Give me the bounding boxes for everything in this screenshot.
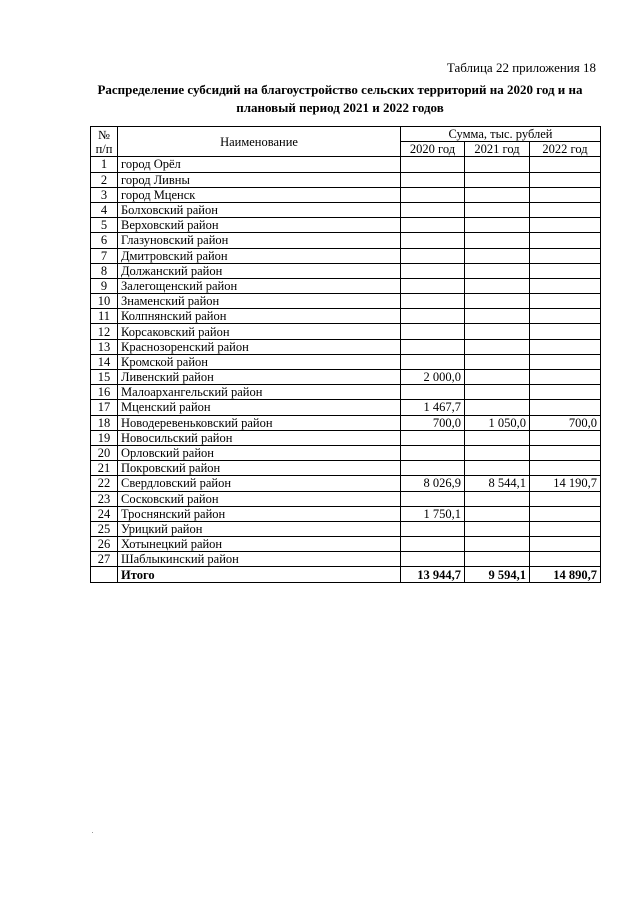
row-value-2021 (465, 278, 530, 293)
row-value-2020 (401, 187, 465, 202)
header-num-line-1: № (98, 127, 110, 142)
row-num: 3 (91, 187, 118, 202)
row-value-2020 (401, 263, 465, 278)
row-value-2020 (401, 552, 465, 567)
row-value-2022: 700,0 (530, 415, 601, 430)
row-name: Дмитровский район (118, 248, 401, 263)
table-row (91, 157, 601, 172)
table-body (91, 157, 601, 582)
row-value-2022 (530, 537, 601, 552)
row-value-2021 (465, 157, 530, 172)
row-value-2022 (530, 339, 601, 354)
row-num: 14 (91, 354, 118, 369)
table-row (91, 400, 601, 415)
row-value-2020 (401, 233, 465, 248)
row-num: 15 (91, 370, 118, 385)
scan-mark (92, 832, 93, 833)
row-value-2021 (465, 248, 530, 263)
table-row (91, 537, 601, 552)
row-value-2020 (401, 157, 465, 172)
row-value-2022 (530, 233, 601, 248)
row-name: Глазуновский район (118, 233, 401, 248)
table-row (91, 248, 601, 263)
header-year-2020: 2020 год (401, 142, 465, 157)
row-value-2021 (465, 339, 530, 354)
header-row (91, 127, 601, 142)
row-value-2020: 700,0 (401, 415, 465, 430)
row-value-2021 (465, 263, 530, 278)
row-name: город Мценск (118, 187, 401, 202)
row-value-2021 (465, 218, 530, 233)
total-num-cell (91, 567, 118, 582)
row-name: Краснозоренский район (118, 339, 401, 354)
row-value-2022 (530, 157, 601, 172)
row-value-2020 (401, 385, 465, 400)
header-num-line-2: п/п (95, 141, 113, 156)
table-row (91, 476, 601, 491)
row-name: город Орёл (118, 157, 401, 172)
total-2020: 13 944,7 (401, 567, 465, 582)
header-year-2021: 2021 год (465, 142, 530, 157)
row-value-2022 (530, 324, 601, 339)
row-value-2020 (401, 461, 465, 476)
row-value-2022 (530, 461, 601, 476)
row-name: Знаменский район (118, 294, 401, 309)
row-name: Шаблыкинский район (118, 552, 401, 567)
row-num: 10 (91, 294, 118, 309)
row-name: Залегощенский район (118, 278, 401, 293)
row-value-2022 (530, 187, 601, 202)
row-value-2021 (465, 324, 530, 339)
table-row (91, 339, 601, 354)
row-num: 17 (91, 400, 118, 415)
row-value-2020 (401, 172, 465, 187)
total-2022: 14 890,7 (530, 567, 601, 582)
row-value-2022 (530, 491, 601, 506)
table-row (91, 461, 601, 476)
row-value-2020 (401, 294, 465, 309)
row-name: Свердловский район (118, 476, 401, 491)
row-name: Орловский район (118, 445, 401, 460)
row-num: 27 (91, 552, 118, 567)
row-value-2020: 1 750,1 (401, 506, 465, 521)
row-value-2022 (530, 370, 601, 385)
row-num: 6 (91, 233, 118, 248)
row-value-2021 (465, 521, 530, 536)
row-value-2022 (530, 430, 601, 445)
row-value-2020 (401, 309, 465, 324)
row-value-2021 (465, 202, 530, 217)
table-row (91, 263, 601, 278)
total-label: Итого (118, 567, 401, 582)
table-row (91, 324, 601, 339)
row-num: 25 (91, 521, 118, 536)
header-num (91, 127, 118, 157)
row-value-2020: 1 467,7 (401, 400, 465, 415)
row-value-2022 (530, 445, 601, 460)
row-value-2022 (530, 263, 601, 278)
row-num: 2 (91, 172, 118, 187)
table-row (91, 187, 601, 202)
row-value-2020 (401, 521, 465, 536)
row-name: Мценский район (118, 400, 401, 415)
row-name: Хотынецкий район (118, 537, 401, 552)
row-name: Колпнянский район (118, 309, 401, 324)
row-name: Верховский район (118, 218, 401, 233)
row-name: Троснянский район (118, 506, 401, 521)
row-value-2022 (530, 278, 601, 293)
row-value-2021 (465, 294, 530, 309)
row-name: Сосковский район (118, 491, 401, 506)
row-name: Урицкий район (118, 521, 401, 536)
row-value-2022 (530, 172, 601, 187)
table-row (91, 218, 601, 233)
row-num: 19 (91, 430, 118, 445)
table-row (91, 294, 601, 309)
row-value-2022 (530, 309, 601, 324)
row-num: 11 (91, 309, 118, 324)
row-value-2022: 14 190,7 (530, 476, 601, 491)
row-value-2021 (465, 537, 530, 552)
row-value-2022 (530, 294, 601, 309)
row-value-2021: 1 050,0 (465, 415, 530, 430)
row-value-2020 (401, 218, 465, 233)
row-value-2020 (401, 537, 465, 552)
row-value-2022 (530, 521, 601, 536)
row-value-2022 (530, 400, 601, 415)
row-value-2022 (530, 202, 601, 217)
row-value-2020 (401, 339, 465, 354)
header-name: Наименование (118, 127, 401, 157)
title-line-2: плановый период 2021 и 2022 годов (236, 100, 444, 115)
row-name: Ливенский район (118, 370, 401, 385)
row-value-2020: 8 026,9 (401, 476, 465, 491)
row-name: Покровский район (118, 461, 401, 476)
table-row (91, 491, 601, 506)
row-value-2022 (530, 506, 601, 521)
table-row (91, 354, 601, 369)
row-num: 18 (91, 415, 118, 430)
row-num: 7 (91, 248, 118, 263)
row-value-2021 (465, 354, 530, 369)
row-value-2021: 8 544,1 (465, 476, 530, 491)
row-value-2020 (401, 324, 465, 339)
row-name: Корсаковский район (118, 324, 401, 339)
row-value-2021 (465, 506, 530, 521)
row-value-2021 (465, 309, 530, 324)
row-num: 9 (91, 278, 118, 293)
row-name: Новосильский район (118, 430, 401, 445)
table-row (91, 172, 601, 187)
table-row (91, 202, 601, 217)
row-num: 22 (91, 476, 118, 491)
row-name: город Ливны (118, 172, 401, 187)
total-row (91, 567, 601, 582)
row-name: Новодеревеньковский район (118, 415, 401, 430)
row-value-2020 (401, 445, 465, 460)
row-value-2021 (465, 233, 530, 248)
row-value-2020 (401, 491, 465, 506)
row-num: 13 (91, 339, 118, 354)
row-value-2020 (401, 202, 465, 217)
row-name: Должанский район (118, 263, 401, 278)
row-num: 1 (91, 157, 118, 172)
row-num: 23 (91, 491, 118, 506)
row-value-2021 (465, 370, 530, 385)
row-value-2020 (401, 430, 465, 445)
table-row (91, 521, 601, 536)
row-num: 5 (91, 218, 118, 233)
row-value-2020 (401, 354, 465, 369)
row-name: Болховский район (118, 202, 401, 217)
title-line-1: Распределение субсидий на благоустройство сельских территорий на 2020 год и на (97, 82, 583, 97)
row-value-2021 (465, 400, 530, 415)
row-num: 26 (91, 537, 118, 552)
row-value-2022 (530, 248, 601, 263)
row-value-2021 (465, 552, 530, 567)
row-value-2021 (465, 430, 530, 445)
row-num: 16 (91, 385, 118, 400)
header-sum: Сумма, тыс. рублей (401, 127, 601, 142)
table-row (91, 233, 601, 248)
document-title (80, 81, 600, 117)
row-num: 24 (91, 506, 118, 521)
row-value-2020 (401, 278, 465, 293)
row-name: Кромской район (118, 354, 401, 369)
table-row (91, 552, 601, 567)
row-value-2021 (465, 445, 530, 460)
row-num: 20 (91, 445, 118, 460)
row-value-2020 (401, 248, 465, 263)
table-row (91, 506, 601, 521)
row-value-2021 (465, 187, 530, 202)
header-year-2022: 2022 год (530, 142, 601, 157)
row-value-2020: 2 000,0 (401, 370, 465, 385)
table-row (91, 278, 601, 293)
table-row (91, 430, 601, 445)
row-value-2021 (465, 491, 530, 506)
row-value-2021 (465, 172, 530, 187)
total-2021: 9 594,1 (465, 567, 530, 582)
row-value-2021 (465, 461, 530, 476)
row-name: Малоархангельский район (118, 385, 401, 400)
row-value-2022 (530, 218, 601, 233)
subsidy-table (90, 126, 601, 583)
row-value-2021 (465, 385, 530, 400)
row-value-2022 (530, 354, 601, 369)
row-num: 4 (91, 202, 118, 217)
row-num: 12 (91, 324, 118, 339)
table-row (91, 370, 601, 385)
table-row (91, 445, 601, 460)
table-row (91, 415, 601, 430)
row-num: 21 (91, 461, 118, 476)
row-value-2022 (530, 552, 601, 567)
table-row (91, 385, 601, 400)
table-row (91, 309, 601, 324)
appendix-label: Таблица 22 приложения 18 (446, 60, 596, 75)
row-num: 8 (91, 263, 118, 278)
row-value-2022 (530, 385, 601, 400)
